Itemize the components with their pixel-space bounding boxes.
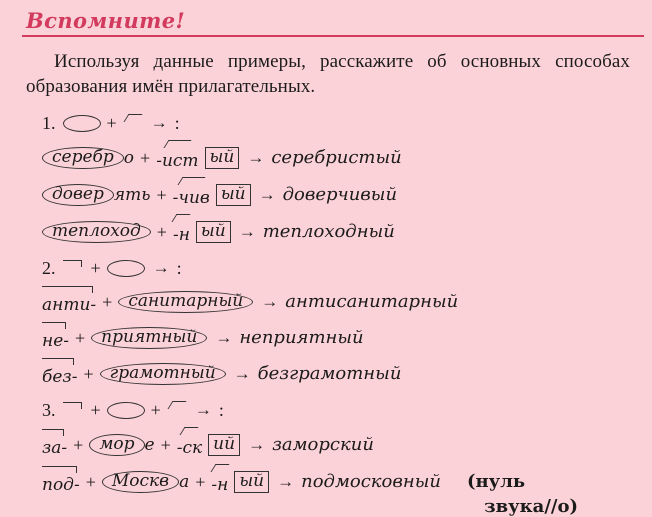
- arrow-icon: →: [152, 258, 170, 277]
- result-word: подмосковный: [301, 470, 441, 492]
- prefix-morpheme: без-: [42, 356, 77, 392]
- root-oval: довер: [42, 184, 114, 206]
- root-oval: серебр: [42, 147, 124, 169]
- ending-box: ий: [208, 434, 240, 456]
- root-tail: ять: [113, 184, 151, 205]
- root-oval: грамотный: [100, 363, 226, 385]
- arrow-icon: →: [247, 147, 265, 167]
- rule-3-pattern: [42, 394, 638, 426]
- result-word: доверчивый: [282, 183, 398, 205]
- arrow-icon: →: [261, 292, 279, 311]
- arrow-icon: →: [150, 113, 168, 132]
- prefix-mark-icon: [63, 400, 85, 421]
- suffix-morpheme: -ск: [177, 426, 202, 463]
- ending-box: ый: [205, 147, 240, 169]
- title-divider: [22, 35, 644, 37]
- rule-2-pattern: [42, 252, 638, 284]
- plus-sign: +: [140, 147, 151, 168]
- rule-3-number: 3.: [42, 400, 56, 420]
- plus-sign: +: [156, 221, 167, 242]
- rule-1-example-2: [42, 176, 638, 213]
- note-text-second-line: звука//о): [484, 496, 578, 517]
- plus-sign: +: [195, 471, 206, 492]
- plus-sign: +: [102, 292, 113, 312]
- plus-sign: +: [75, 328, 86, 348]
- suffix-hat-icon: [123, 113, 143, 133]
- prefix-morpheme: за-: [42, 427, 67, 463]
- rules-list: [22, 107, 638, 517]
- plus-sign: +: [83, 364, 94, 384]
- colon: :: [218, 400, 224, 420]
- suffix-morpheme: -н: [173, 213, 190, 250]
- root-oval: Москв: [102, 471, 179, 493]
- ending-box: ый: [234, 471, 269, 493]
- plus-sign: +: [90, 400, 101, 420]
- arrow-icon: →: [258, 184, 276, 204]
- root-tail: а: [179, 471, 190, 492]
- arrow-icon: →: [248, 434, 266, 454]
- plus-sign: +: [150, 400, 161, 420]
- root-oval: санитарный: [118, 291, 253, 313]
- prefix-morpheme: не-: [42, 320, 69, 356]
- rule-block-3: [42, 394, 638, 517]
- page-title: Вспомните!: [26, 8, 186, 33]
- rule-block-2: [42, 252, 638, 392]
- suffix-hat-icon: [167, 400, 187, 420]
- arrow-icon: →: [233, 364, 251, 383]
- root-oval: теплоход: [42, 221, 151, 243]
- ending-box: ый: [216, 184, 251, 206]
- rule-block-1: [42, 107, 638, 250]
- plus-sign: +: [106, 113, 117, 133]
- suffix-morpheme: -ист: [156, 139, 198, 176]
- root-tail: е: [144, 434, 155, 455]
- ending-box: ый: [196, 221, 231, 243]
- root-oval-icon: [107, 260, 145, 277]
- plus-sign: +: [160, 434, 171, 455]
- rule-2-example-3: [42, 356, 638, 392]
- result-word: теплоходный: [262, 220, 395, 242]
- plus-sign: +: [90, 258, 101, 278]
- arrow-icon: →: [215, 328, 233, 347]
- result-word: неприятный: [239, 327, 364, 348]
- root-tail: о: [123, 147, 135, 168]
- note-text: (нуль: [466, 470, 526, 492]
- root-oval: приятный: [91, 327, 207, 349]
- result-word: антисанитарный: [285, 291, 459, 312]
- plus-sign: +: [85, 471, 96, 492]
- arrow-icon: →: [194, 400, 212, 419]
- rule-2-number: 2.: [42, 258, 56, 278]
- rule-2-example-1: [42, 284, 638, 320]
- rule-3-example-1: [42, 426, 638, 463]
- result-word: заморский: [272, 433, 374, 455]
- intro-paragraph: Используя данные примеры, расскажите об основных способах образования имён прилагательных.: [26, 51, 630, 97]
- arrow-icon: →: [277, 471, 295, 491]
- arrow-icon: →: [238, 221, 256, 241]
- rule-1-pattern: [42, 107, 638, 139]
- colon: :: [176, 258, 182, 278]
- result-word: безграмотный: [257, 363, 402, 384]
- root-oval-icon: [63, 115, 101, 132]
- root-oval: мор: [89, 434, 144, 456]
- rule-3-example-2: [42, 463, 638, 500]
- root-oval-icon: [107, 402, 145, 419]
- colon: :: [174, 113, 180, 133]
- plus-sign: +: [73, 434, 84, 455]
- rule-1-example-3: [42, 213, 638, 250]
- rule-1-number: 1.: [42, 113, 56, 133]
- prefix-morpheme: анти-: [42, 284, 96, 320]
- result-word: серебристый: [271, 146, 402, 168]
- suffix-morpheme: -чив: [173, 176, 210, 213]
- prefix-morpheme: под-: [42, 464, 80, 500]
- suffix-morpheme: -н: [211, 463, 228, 500]
- plus-sign: +: [156, 184, 167, 205]
- rule-1-example-1: [42, 139, 638, 176]
- prefix-mark-icon: [63, 258, 85, 279]
- rule-2-example-2: [42, 320, 638, 356]
